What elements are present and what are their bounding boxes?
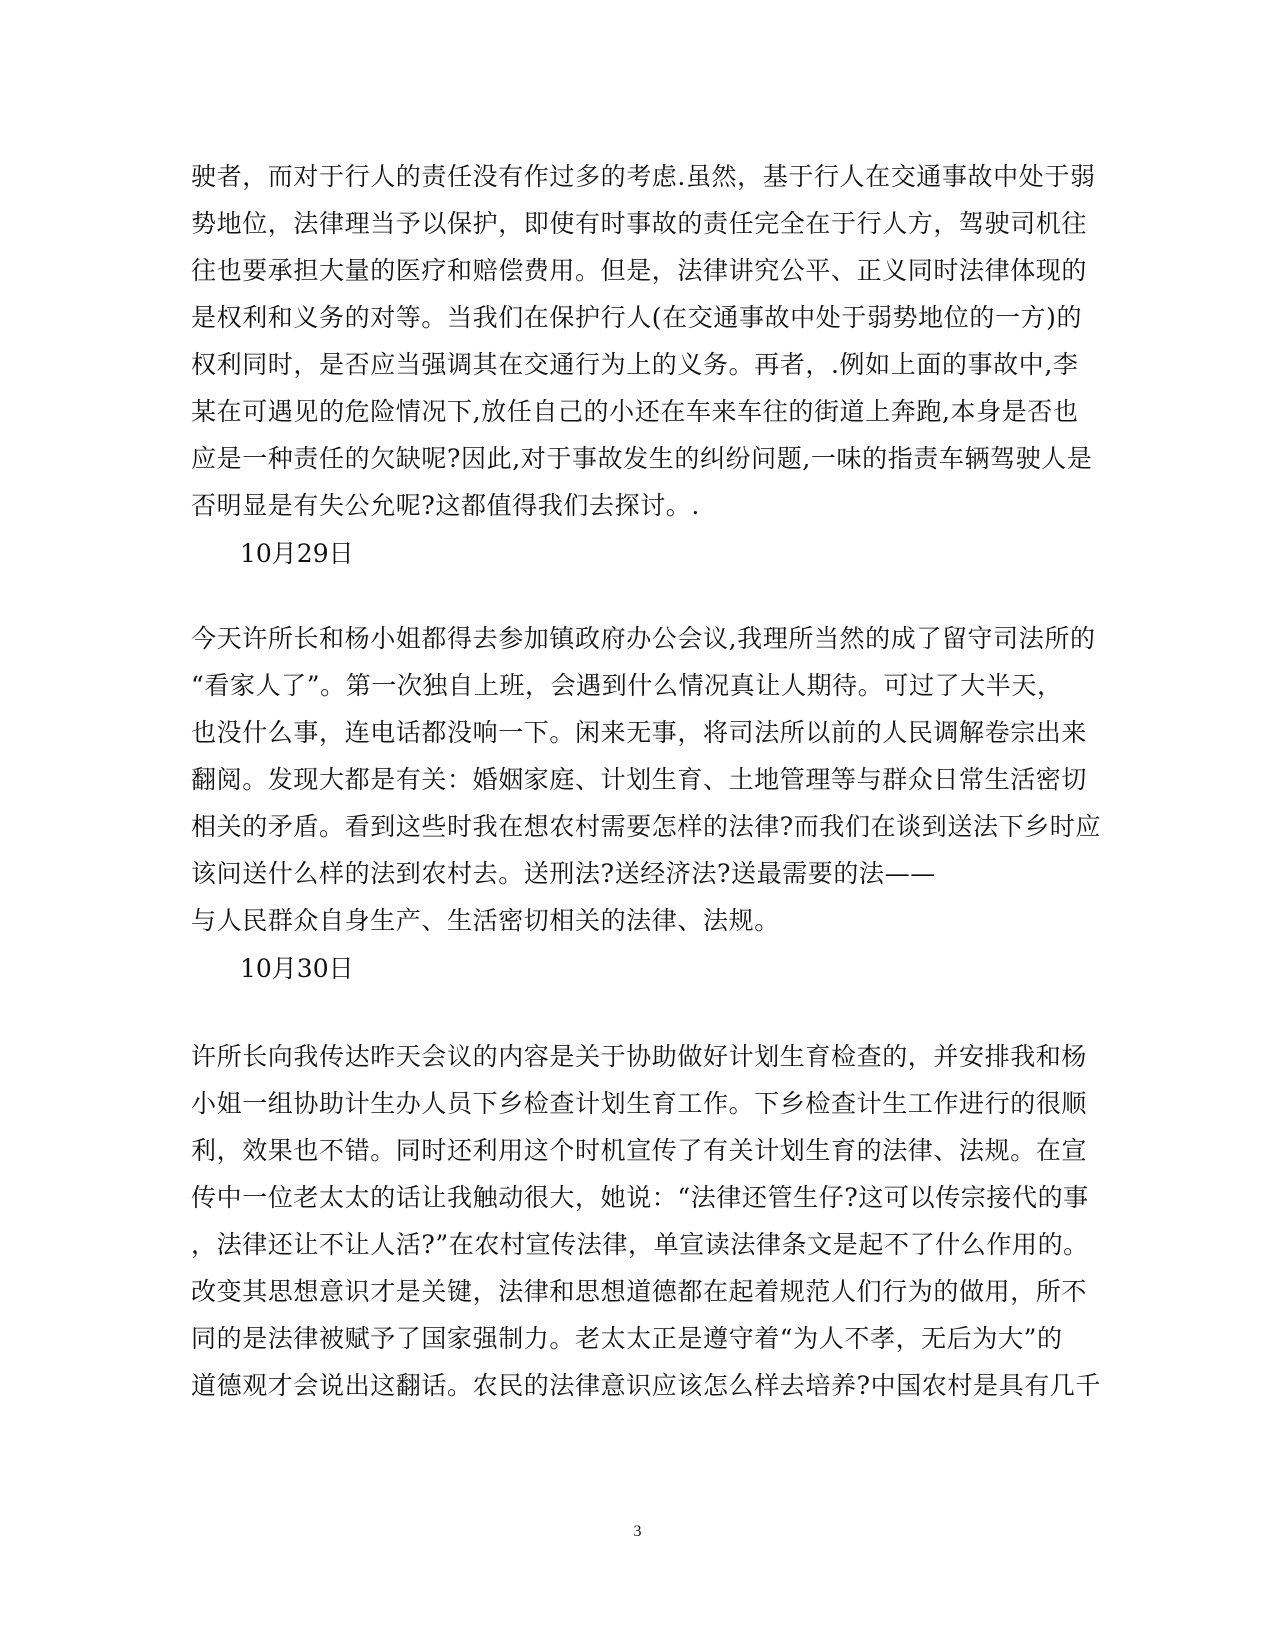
paragraph-1-line: 应是一种责任的欠缺呢?因此,对于事故发生的纠纷问题,一味的指责车辆驾驶人是 bbox=[191, 444, 1093, 473]
paragraph-3-line: 利，效果也不错。同时还利用这个时机宣传了有关计划生育的法律、法规。在宣 bbox=[191, 1136, 1088, 1165]
paragraph-1-line: 往也要承担大量的医疗和赔偿费用。但是，法律讲究公平、正义同时法律体现的 bbox=[191, 256, 1088, 285]
paragraph-1-line: 驶者，而对于行人的责任没有作过多的考虑.虽然，基于行人在交通事故中处于弱 bbox=[191, 162, 1096, 191]
paragraph-3-line: 道德观才会说出这翻话。农民的法律意识应该怎么样去培养?中国农村是具有几千 bbox=[191, 1371, 1102, 1400]
paragraph-2-line: 今天许所长和杨小姐都得去参加镇政府办公会议,我理所当然的成了留守司法所的 bbox=[191, 624, 1096, 653]
diary-date: 10月29日 bbox=[240, 539, 354, 568]
paragraph-3-line: 改变其思想意识才是关键，法律和思想道德都在起着规范人们行为的做用，所不 bbox=[191, 1277, 1088, 1306]
paragraph-2-line: 与人民群众自身生产、生活密切相关的法律、法规。 bbox=[191, 906, 780, 935]
paragraph-1-line: 权利同时，是否应当强调其在交通行为上的义务。再者，.例如上面的事故中,李 bbox=[191, 350, 1079, 379]
paragraph-2-line: 该问送什么样的法到农村去。送刑法?送经济法?送最需要的法—— bbox=[191, 859, 936, 888]
paragraph-1-line: 否明显是有失公允呢?这都值得我们去探讨。. bbox=[191, 491, 700, 520]
paragraph-2-line: 相关的矛盾。看到这些时我在想农村需要怎样的法律?而我们在谈到送法下乡时应 bbox=[191, 812, 1102, 841]
paragraph-3-line: 传中一位老太太的话让我触动很大，她说：“法律还管生仔?这可以传宗接代的事 bbox=[191, 1183, 1089, 1212]
paragraph-2-line: “看家人了”。第一次独自上班，会遇到什么情况真让人期待。可过了大半天， bbox=[191, 671, 1063, 700]
paragraph-1-line: 某在可遇见的危险情况下,放任自己的小还在车来车往的街道上奔跑,本身是否也 bbox=[191, 397, 1079, 426]
page-number: 3 bbox=[633, 1523, 642, 1540]
paragraph-3-line: 同的是法律被赋予了国家强制力。老太太正是遵守着“为人不孝，无后为大”的 bbox=[191, 1324, 1063, 1353]
paragraph-3-line: 小姐一组协助计生办人员下乡检查计划生育工作。下乡检查计生工作进行的很顺 bbox=[191, 1089, 1088, 1118]
paragraph-1-line: 势地位，法律理当予以保护，即使有时事故的责任完全在于行人方，驾驶司机往 bbox=[191, 209, 1088, 238]
paragraph-1-line: 是权利和义务的对等。当我们在保护行人(在交通事故中处于弱势地位的一方)的 bbox=[191, 303, 1083, 332]
diary-date: 10月30日 bbox=[240, 954, 354, 983]
paragraph-3-line: ，法律还让不让人活?”在农村宣传法律，单宣读法律条文是起不了什么作用的。 bbox=[191, 1230, 1089, 1259]
paragraph-2-line: 也没什么事，连电话都没响一下。闲来无事，将司法所以前的人民调解卷宗出来 bbox=[191, 718, 1088, 747]
paragraph-2-line: 翻阅。发现大都是有关：婚姻家庭、计划生育、土地管理等与群众日常生活密切 bbox=[191, 765, 1088, 794]
paragraph-3-line: 许所长向我传达昨天会议的内容是关于协助做好计划生育检查的，并安排我和杨 bbox=[191, 1042, 1088, 1071]
